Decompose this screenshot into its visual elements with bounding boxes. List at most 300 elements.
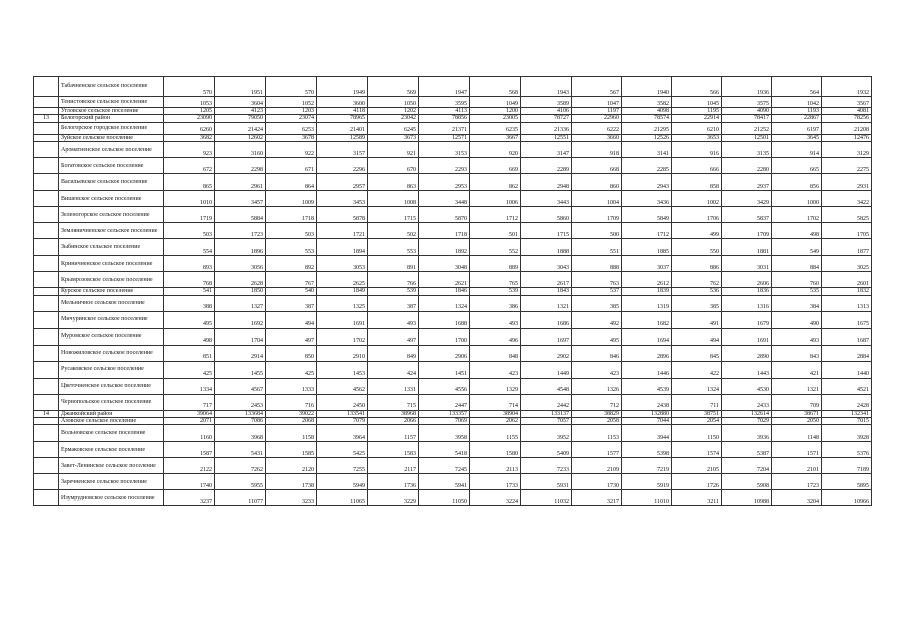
value-cell: 3443: [521, 191, 572, 207]
value-cell: 493: [470, 311, 521, 328]
value-cell: 2612: [622, 272, 672, 288]
value-cell: 3964: [317, 425, 368, 442]
value-cell: 671: [266, 158, 317, 174]
value-cell: 2931: [822, 174, 872, 191]
value-cell: 3448: [419, 191, 470, 207]
value-cell: 1316: [722, 295, 772, 311]
value-cell: 424: [368, 361, 419, 378]
value-cell: 1719: [164, 207, 215, 223]
value-cell: 12589: [317, 134, 368, 141]
value-cell: 10988: [722, 490, 772, 506]
value-cell: 133357: [419, 410, 470, 417]
table-row: [34, 272, 872, 288]
value-cell: 132341: [822, 410, 872, 417]
value-cell: 2280: [722, 158, 772, 174]
value-cell: 5376: [822, 442, 872, 458]
value-cell: 3968: [215, 425, 266, 442]
value-cell: 5837: [722, 207, 772, 223]
value-cell: 3936: [722, 425, 772, 442]
row-number-cell: [34, 311, 59, 328]
value-cell: 5919: [622, 474, 672, 490]
value-cell: 539: [470, 288, 521, 295]
value-cell: 7015: [822, 418, 872, 425]
value-cell: 3582: [622, 97, 672, 108]
value-cell: 21252: [722, 122, 772, 134]
value-cell: 3928: [822, 425, 872, 442]
settlement-name-cell: Изумрудновское сельское поселение: [59, 490, 164, 506]
value-cell: 1715: [368, 207, 419, 223]
value-cell: 11065: [317, 490, 368, 506]
value-cell: 1333: [266, 378, 317, 394]
value-cell: 914: [772, 142, 822, 158]
value-cell: 1158: [266, 425, 317, 442]
settlement-name-cell: Васильевское сельское поселение: [59, 174, 164, 191]
value-cell: 3667: [470, 134, 521, 141]
table-row: [34, 134, 872, 141]
value-cell: 1000: [772, 191, 822, 207]
value-cell: 1718: [419, 223, 470, 239]
value-cell: 553: [368, 239, 419, 256]
value-cell: 5870: [419, 207, 470, 223]
value-cell: 1709: [572, 207, 622, 223]
value-cell: 1202: [368, 108, 419, 115]
value-cell: 1892: [419, 239, 470, 256]
value-cell: 2298: [215, 158, 266, 174]
value-cell: 7255: [317, 458, 368, 474]
value-cell: 1334: [164, 378, 215, 394]
settlement-name-cell: Заречненское сельское поселение: [59, 474, 164, 490]
value-cell: 21295: [622, 122, 672, 134]
value-cell: 1730: [572, 474, 622, 490]
row-number-cell: [34, 295, 59, 311]
value-cell: 1936: [722, 77, 772, 97]
value-cell: 1726: [672, 474, 722, 490]
value-cell: 1053: [164, 97, 215, 108]
value-cell: 425: [164, 361, 215, 378]
value-cell: 5949: [317, 474, 368, 490]
value-cell: 2628: [215, 272, 266, 288]
settlement-name-cell: Крымрозовское сельское поселение: [59, 272, 164, 288]
value-cell: 5931: [521, 474, 572, 490]
value-cell: 385: [572, 295, 622, 311]
value-cell: 3660: [572, 134, 622, 141]
value-cell: 21401: [317, 122, 368, 134]
row-number-cell: [34, 288, 59, 295]
value-cell: 2105: [672, 458, 722, 474]
settlement-name-cell: Зыбинское сельское поселение: [59, 239, 164, 256]
value-cell: 3153: [419, 142, 470, 158]
table-row: [34, 142, 872, 158]
value-cell: 1148: [772, 425, 822, 442]
value-cell: 4123: [215, 108, 266, 115]
value-cell: 4118: [317, 108, 368, 115]
value-cell: 3436: [622, 191, 672, 207]
value-cell: 78727: [521, 115, 572, 122]
value-cell: 11077: [215, 490, 266, 506]
value-cell: 535: [772, 288, 822, 295]
row-number-cell: [34, 223, 59, 239]
value-cell: 496: [470, 328, 521, 345]
value-cell: 423: [572, 361, 622, 378]
value-cell: 846: [572, 345, 622, 361]
settlement-name-cell: Джанкойский район: [59, 410, 164, 417]
value-cell: 2062: [470, 418, 521, 425]
value-cell: 1583: [368, 442, 419, 458]
value-cell: 2617: [521, 272, 572, 288]
value-cell: 1839: [622, 288, 672, 295]
settlement-name-cell: Мельничное сельское поселение: [59, 295, 164, 311]
value-cell: 11050: [419, 490, 470, 506]
value-cell: 1687: [822, 328, 872, 345]
value-cell: 1195: [672, 108, 722, 115]
value-cell: 552: [470, 239, 521, 256]
value-cell: 1881: [722, 239, 772, 256]
value-cell: 425: [266, 361, 317, 378]
value-cell: 387: [266, 295, 317, 311]
value-cell: 493: [772, 328, 822, 345]
value-cell: 3211: [672, 490, 722, 506]
value-cell: 503: [164, 223, 215, 239]
value-cell: 570: [266, 77, 317, 97]
value-cell: 38751: [672, 410, 722, 417]
row-number-cell: [34, 174, 59, 191]
value-cell: 1733: [470, 474, 521, 490]
value-cell: 540: [266, 288, 317, 295]
value-cell: 3048: [419, 256, 470, 272]
value-cell: 1715: [521, 223, 572, 239]
row-number-cell: [34, 378, 59, 394]
value-cell: 1324: [419, 295, 470, 311]
value-cell: 78256: [822, 115, 872, 122]
value-cell: 3053: [317, 256, 368, 272]
value-cell: 1324: [672, 378, 722, 394]
value-cell: 553: [266, 239, 317, 256]
value-cell: 884: [772, 256, 822, 272]
value-cell: 494: [266, 311, 317, 328]
table-row: [34, 191, 872, 207]
row-number-cell: [34, 256, 59, 272]
value-cell: 1446: [622, 361, 672, 378]
value-cell: 1574: [672, 442, 722, 458]
value-cell: 133541: [317, 410, 368, 417]
value-cell: 1849: [317, 288, 368, 295]
value-cell: 1325: [317, 295, 368, 311]
value-cell: 2054: [672, 418, 722, 425]
value-cell: 21208: [822, 122, 872, 134]
value-cell: 1326: [572, 378, 622, 394]
value-cell: 1047: [572, 97, 622, 108]
value-cell: 918: [572, 142, 622, 158]
table-row: [34, 394, 872, 410]
value-cell: 5431: [215, 442, 266, 458]
row-number-cell: [34, 207, 59, 223]
value-cell: 3217: [572, 490, 622, 506]
value-cell: 865: [164, 174, 215, 191]
value-cell: 5398: [622, 442, 672, 458]
settlement-name-cell: Криничненское сельское поселение: [59, 256, 164, 272]
value-cell: 3673: [368, 134, 419, 141]
value-cell: 1052: [266, 97, 317, 108]
value-cell: 1580: [470, 442, 521, 458]
value-cell: 39022: [266, 410, 317, 417]
value-cell: 1836: [722, 288, 772, 295]
value-cell: 78856: [419, 115, 470, 122]
value-cell: 5425: [317, 442, 368, 458]
value-cell: 1705: [822, 223, 872, 239]
value-cell: 3147: [521, 142, 572, 158]
value-cell: 7204: [722, 458, 772, 474]
value-cell: 22960: [572, 115, 622, 122]
row-number-cell: [34, 328, 59, 345]
value-cell: 1723: [772, 474, 822, 490]
value-cell: 862: [470, 174, 521, 191]
value-cell: 2937: [722, 174, 772, 191]
value-cell: 2910: [317, 345, 368, 361]
value-cell: 2601: [822, 272, 872, 288]
value-cell: 3135: [722, 142, 772, 158]
table-row: [34, 311, 872, 328]
value-cell: 3237: [164, 490, 215, 506]
value-cell: 3043: [521, 256, 572, 272]
value-cell: 495: [164, 311, 215, 328]
table-row: [34, 288, 872, 295]
value-cell: 851: [164, 345, 215, 361]
value-cell: 5849: [622, 207, 672, 223]
value-cell: 6210: [672, 122, 722, 134]
value-cell: 768: [164, 272, 215, 288]
value-cell: 501: [470, 223, 521, 239]
value-cell: 2625: [317, 272, 368, 288]
value-cell: 711: [672, 394, 722, 410]
row-number-cell: [34, 122, 59, 134]
value-cell: 3157: [317, 142, 368, 158]
value-cell: 421: [772, 361, 822, 378]
value-cell: 2101: [772, 458, 822, 474]
value-cell: 1455: [215, 361, 266, 378]
value-cell: 1694: [622, 328, 672, 345]
value-cell: 22867: [772, 115, 822, 122]
value-cell: 921: [368, 142, 419, 158]
value-cell: 2050: [772, 418, 822, 425]
value-cell: 860: [572, 174, 622, 191]
value-cell: 492: [572, 311, 622, 328]
value-cell: 1697: [521, 328, 572, 345]
value-cell: 665: [772, 158, 822, 174]
value-cell: 38671: [772, 410, 822, 417]
value-cell: 1443: [722, 361, 772, 378]
value-cell: 387: [368, 295, 419, 311]
value-cell: 384: [772, 295, 822, 311]
value-cell: 3567: [822, 97, 872, 108]
value-cell: 7057: [521, 418, 572, 425]
value-cell: 2120: [266, 458, 317, 474]
table-row: [34, 77, 872, 97]
value-cell: 888: [572, 256, 622, 272]
value-cell: 6253: [266, 122, 317, 134]
value-cell: 1331: [368, 378, 419, 394]
table-row: [34, 207, 872, 223]
value-cell: 1010: [164, 191, 215, 207]
value-cell: 1896: [215, 239, 266, 256]
table-row: [34, 122, 872, 134]
value-cell: 2902: [521, 345, 572, 361]
row-number-cell: [34, 134, 59, 141]
value-cell: 5418: [419, 442, 470, 458]
value-cell: 916: [672, 142, 722, 158]
value-cell: 1691: [722, 328, 772, 345]
value-cell: 717: [164, 394, 215, 410]
value-cell: 1718: [266, 207, 317, 223]
table-row: [34, 97, 872, 108]
value-cell: 2948: [521, 174, 572, 191]
value-cell: 3653: [672, 134, 722, 141]
value-cell: 2113: [470, 458, 521, 474]
value-cell: 5941: [419, 474, 470, 490]
value-cell: 1205: [164, 108, 215, 115]
value-cell: 498: [772, 223, 822, 239]
value-cell: 4090: [722, 108, 772, 115]
table-row: [34, 361, 872, 378]
value-cell: 2428: [822, 394, 872, 410]
value-cell: 1160: [164, 425, 215, 442]
value-cell: 2071: [164, 418, 215, 425]
value-cell: 537: [572, 288, 622, 295]
value-cell: 1006: [470, 191, 521, 207]
value-cell: 3958: [419, 425, 470, 442]
value-cell: 1440: [822, 361, 872, 378]
value-cell: 7233: [521, 458, 572, 474]
value-cell: 1004: [572, 191, 622, 207]
value-cell: 132614: [722, 410, 772, 417]
value-cell: 5955: [215, 474, 266, 490]
value-cell: 3429: [722, 191, 772, 207]
value-cell: 566: [672, 77, 722, 97]
value-cell: 2066: [368, 418, 419, 425]
value-cell: 856: [772, 174, 822, 191]
value-cell: 5884: [215, 207, 266, 223]
table-row: [34, 490, 872, 506]
value-cell: 491: [672, 311, 722, 328]
settlement-name-cell: Чернопольское сельское поселение: [59, 394, 164, 410]
value-cell: 7245: [419, 458, 470, 474]
value-cell: 3645: [772, 134, 822, 141]
value-cell: 7189: [822, 458, 872, 474]
value-cell: 1688: [419, 311, 470, 328]
value-cell: 1682: [622, 311, 672, 328]
row-number-cell: [34, 191, 59, 207]
value-cell: 2884: [822, 345, 872, 361]
settlement-name-cell: Вишенское сельское поселение: [59, 191, 164, 207]
value-cell: 1700: [419, 328, 470, 345]
value-cell: 23074: [266, 115, 317, 122]
value-cell: 3453: [317, 191, 368, 207]
value-cell: 1885: [622, 239, 672, 256]
value-cell: 4556: [419, 378, 470, 394]
row-number-cell: 13: [34, 115, 59, 122]
settlement-name-cell: Мичуринское сельское поселение: [59, 311, 164, 328]
value-cell: 1042: [772, 97, 822, 108]
value-cell: 893: [164, 256, 215, 272]
value-cell: 1321: [521, 295, 572, 311]
value-cell: 2293: [419, 158, 470, 174]
value-cell: 5825: [822, 207, 872, 223]
value-cell: 1686: [521, 311, 572, 328]
value-cell: 388: [164, 295, 215, 311]
value-cell: 133684: [215, 410, 266, 417]
value-cell: 12501: [722, 134, 772, 141]
value-cell: 21424: [215, 122, 266, 134]
table-row: [34, 295, 872, 311]
settlement-name-cell: Вольновское сельское поселение: [59, 425, 164, 442]
value-cell: 422: [672, 361, 722, 378]
value-cell: 1846: [419, 288, 470, 295]
value-cell: 1200: [470, 108, 521, 115]
value-cell: 6222: [572, 122, 622, 134]
value-cell: 7069: [419, 418, 470, 425]
value-cell: 502: [368, 223, 419, 239]
value-cell: 1850: [215, 288, 266, 295]
value-cell: 669: [470, 158, 521, 174]
row-number-cell: [34, 394, 59, 410]
value-cell: 2275: [822, 158, 872, 174]
value-cell: 493: [368, 311, 419, 328]
table-row: [34, 174, 872, 191]
value-cell: 1692: [215, 311, 266, 328]
row-number-cell: [34, 474, 59, 490]
table-row: [34, 474, 872, 490]
value-cell: 21371: [419, 122, 470, 134]
value-cell: 12571: [419, 134, 470, 141]
value-cell: 11010: [622, 490, 672, 506]
value-cell: 1587: [164, 442, 215, 458]
value-cell: 23042: [368, 115, 419, 122]
value-cell: 3025: [822, 256, 872, 272]
value-cell: 132880: [622, 410, 672, 417]
value-cell: 550: [672, 239, 722, 256]
value-cell: 4081: [822, 108, 872, 115]
value-cell: 5908: [722, 474, 772, 490]
value-cell: 503: [266, 223, 317, 239]
value-cell: 3233: [266, 490, 317, 506]
value-cell: 536: [672, 288, 722, 295]
value-cell: 1709: [722, 223, 772, 239]
value-cell: 850: [266, 345, 317, 361]
value-cell: 12602: [215, 134, 266, 141]
table-row: [34, 442, 872, 458]
value-cell: 5878: [317, 207, 368, 223]
value-cell: 6260: [164, 122, 215, 134]
value-cell: 2890: [722, 345, 772, 361]
value-cell: 423: [470, 361, 521, 378]
value-cell: 3037: [622, 256, 672, 272]
value-cell: 3204: [772, 490, 822, 506]
value-cell: 1943: [521, 77, 572, 97]
row-number-cell: [34, 458, 59, 474]
value-cell: 2621: [419, 272, 470, 288]
value-cell: 1585: [266, 442, 317, 458]
value-cell: 78965: [317, 115, 368, 122]
value-cell: 38829: [572, 410, 622, 417]
value-cell: 4562: [317, 378, 368, 394]
value-cell: 1832: [822, 288, 872, 295]
value-cell: 1712: [622, 223, 672, 239]
value-cell: 1702: [317, 328, 368, 345]
value-cell: 845: [672, 345, 722, 361]
value-cell: 1894: [317, 239, 368, 256]
table-row: [34, 345, 872, 361]
value-cell: 1706: [672, 207, 722, 223]
value-cell: 5860: [521, 207, 572, 223]
